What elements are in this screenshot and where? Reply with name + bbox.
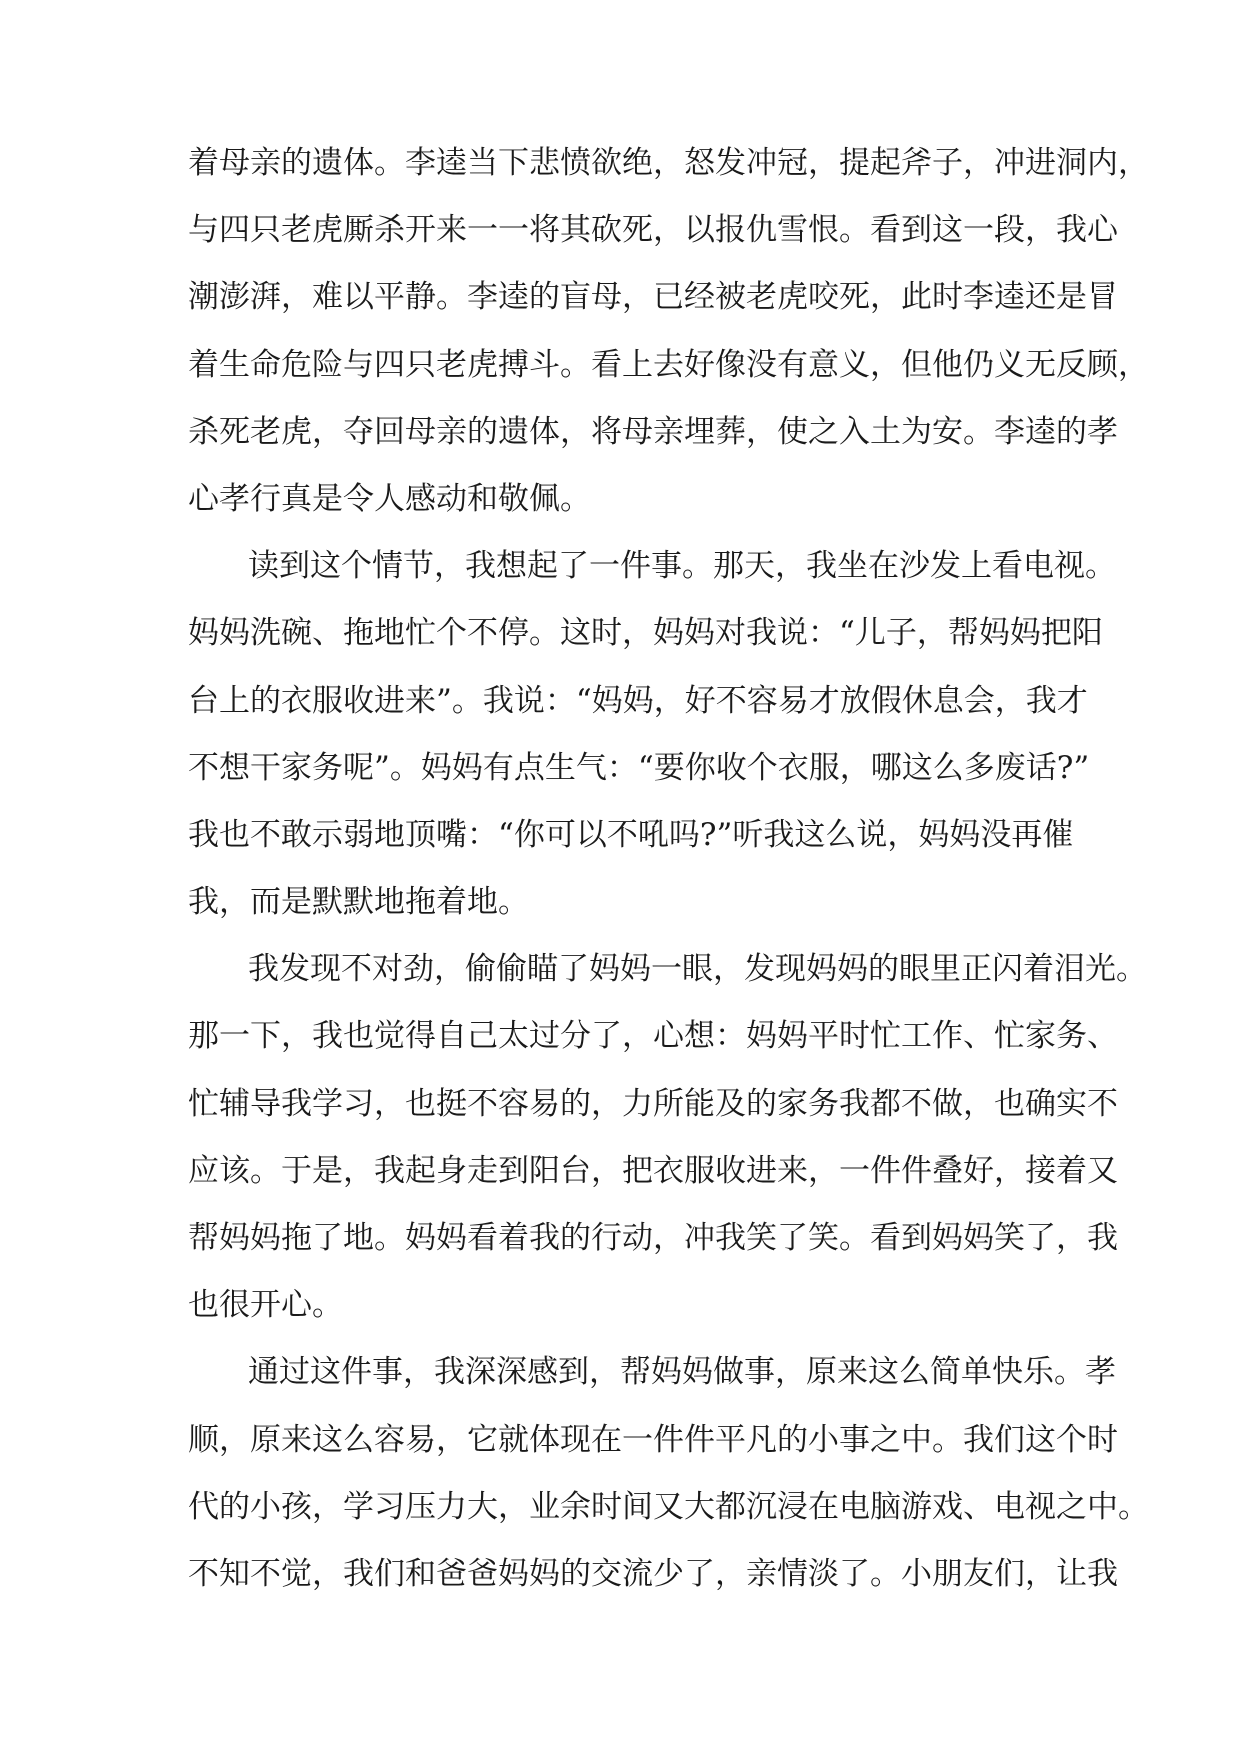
text-line: 心孝行真是令人感动和敬佩。 — [188, 480, 591, 517]
text-line: 代的小孩，学习压力大，业余时间又大都沉浸在电脑游戏、电视之中。 — [188, 1488, 1149, 1525]
paragraph-4 — [188, 1339, 1149, 1608]
text-line: 那一下，我也觉得自己太过分了，心想：妈妈平时忙工作、忙家务、 — [188, 1018, 1118, 1055]
text-line: 我也不敢示弱地顶嘴：“你可以不吼吗?”听我这么说，妈妈没再催 — [188, 816, 1074, 853]
text-line: 潮澎湃，难以平静。李逵的盲母，已经被老虎咬死，此时李逵还是冒 — [188, 279, 1118, 316]
text-line: 着母亲的遗体。李逵当下悲愤欲绝，怒发冲冠，提起斧子，冲进洞内， — [188, 145, 1149, 181]
text-line: 不想干家务呢”。妈妈有点生气：“要你收个衣服，哪这么多废话?” — [188, 749, 1090, 786]
text-line: 也很开心。 — [188, 1287, 343, 1324]
text-line: 应该。于是，我起身走到阳台，把衣服收进来，一件件叠好，接着又 — [188, 1152, 1118, 1189]
text-line: 忙辅导我学习，也挺不容易的，力所能及的家务我都不做，也确实不 — [188, 1085, 1118, 1122]
text-line: 妈妈洗碗、拖地忙个不停。这时，妈妈对我说：“儿子，帮妈妈把阳 — [188, 615, 1103, 652]
document-body — [188, 130, 1149, 1608]
text-line: 与四只老虎厮杀开来一一将其砍死，以报仇雪恨。看到这一段，我心 — [188, 212, 1118, 249]
paragraph-2 — [188, 533, 1116, 936]
text-line: 顺，原来这么容易，它就体现在一件件平凡的小事之中。我们这个时 — [188, 1421, 1118, 1458]
text-line: 通过这件事，我深深感到，帮妈妈做事，原来这么简单快乐。孝 — [248, 1354, 1116, 1391]
text-line: 读到这个情节，我想起了一件事。那天，我坐在沙发上看电视。 — [248, 548, 1116, 585]
text-line: 我，而是默默地拖着地。 — [188, 884, 529, 921]
text-line: 着生命危险与四只老虎搏斗。看上去好像没有意义，但他仍义无反顾， — [188, 346, 1149, 383]
paragraph-1 — [188, 130, 1149, 533]
paragraph-3 — [188, 936, 1147, 1339]
text-line: 帮妈妈拖了地。妈妈看着我的行动，冲我笑了笑。看到妈妈笑了，我 — [188, 1220, 1118, 1256]
text-line: 我发现不对劲，偷偷瞄了妈妈一眼，发现妈妈的眼里正闪着泪光。 — [248, 951, 1147, 988]
text-line: 不知不觉，我们和爸爸妈妈的交流少了，亲情淡了。小朋友们，让我 — [188, 1555, 1118, 1592]
text-line: 杀死老虎，夺回母亲的遗体，将母亲埋葬，使之入土为安。李逵的孝 — [188, 413, 1118, 450]
text-line: 台上的衣服收进来”。我说：“妈妈，好不容易才放假休息会，我才 — [188, 682, 1088, 719]
